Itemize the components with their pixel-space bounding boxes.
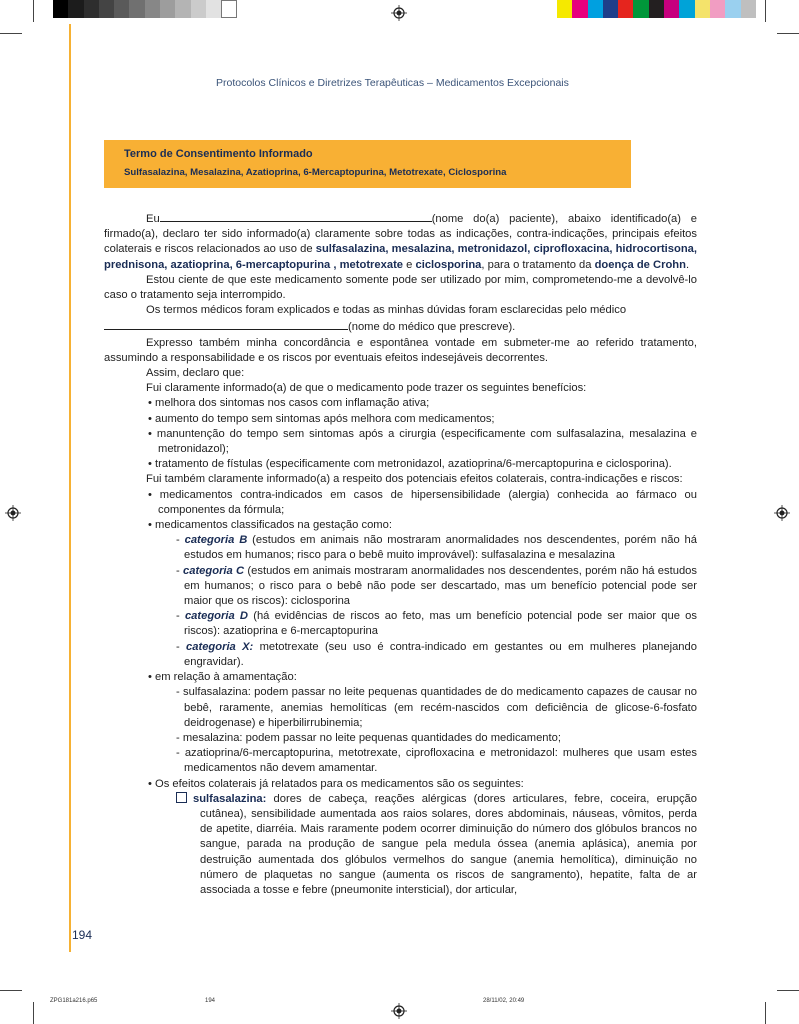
list-item: • melhora dos sintomas nos casos com inflamação ativa; bbox=[148, 397, 430, 410]
list-item: • manuntenção do tempo sem sintomas após a cirurgia (especificamente com sulfasalazina, mesalazina e metronidazol); bbox=[148, 427, 697, 456]
text: (estudos em animais não mostraram anormalidades nos descendentes, porém não há estudos em humanos; risco para o bebê muito improvável): sulfasalazina e mesalazina bbox=[184, 534, 697, 562]
crop-mark bbox=[765, 1002, 766, 1024]
list-item: • aumento do tempo sem sintomas após melhora com medicamentos; bbox=[148, 412, 495, 425]
section-banner bbox=[104, 140, 631, 188]
list-item: - mesalazina: podem passar no leite pequenas quantidades do medicamento; bbox=[176, 731, 561, 744]
category-label: categoria X: bbox=[186, 640, 254, 653]
text: (há evidências de riscos ao feto, mas um benefício potencial pode ser maior que os riscos): azatioprina e 6-mercaptopurina bbox=[184, 610, 697, 638]
banner-subtitle: Sulfasalazina, Mesalazina, Azatioprina, 6-Mercaptopurina, Metotrexate, Ciclosporina bbox=[124, 167, 507, 178]
text: (nome do(a) paciente), abaixo identificado(a) e firmado(a), declaro ter sido informado(a) claramente sobre todas as indicações, contra-indicações, principais efeitos colaterais e riscos relacionados ao uso de bbox=[104, 213, 697, 256]
list-item: - categoria D (há evidências de riscos ao feto, mas um benefício potencial pode ser maior que os riscos): azatioprina e 6-mercaptopurina bbox=[176, 610, 697, 638]
text: (estudos em animais mostraram anormalidades nos descendentes, porém não há estudos em humanos; o risco para o bebê não pode ser descartado, mas um benefício potencial pode ser maior que os riscos): ciclosporina bbox=[184, 564, 697, 608]
registration-mark-icon bbox=[5, 505, 21, 521]
paragraph-benefits: Fui claramente informado(a) de que o medicamento pode trazer os seguintes benefícios: bbox=[146, 382, 587, 395]
disease-name: doença de Crohn bbox=[594, 258, 686, 271]
paragraph-return: Estou ciente de que este medicamento somente pode ser utilizado por mim, comprometendo-me a devolvê-lo caso o tratamento seja interrompido. bbox=[104, 273, 697, 302]
list-item bbox=[104, 792, 697, 898]
consent-body bbox=[104, 210, 697, 898]
list-item: - sulfasalazina: podem passar no leite pequenas quantidades de do medicamento capazes de causar no bebê, raramente, anemias hemolíticas (em recém-nascidos com deficiência de glicose-6-fosfato deidrogenase) e hiperbilirrubinemia; bbox=[176, 686, 697, 729]
crop-mark bbox=[777, 990, 799, 991]
doctor-name-blank[interactable] bbox=[104, 318, 348, 330]
margin-rule bbox=[69, 24, 71, 952]
footer-page: 194 bbox=[205, 998, 216, 1004]
footer-file: ZPG181a216.p65 bbox=[50, 998, 98, 1004]
list-item: • Os efeitos colaterais já relatados para os medicamentos são os seguintes: bbox=[148, 777, 524, 790]
grayscale-calibration-bar bbox=[53, 0, 237, 18]
drug-label: sulfasalazina: bbox=[193, 792, 267, 805]
paragraph-agreement: Expresso também minha concordância e espontânea vontade em submeter-me ao referido tratamento, assumindo a responsabilidade e os riscos por eventuais efeitos indesejáveis decorrentes. bbox=[104, 336, 697, 364]
paragraph-identification bbox=[104, 210, 697, 273]
drug-name: ciclosporina bbox=[415, 258, 482, 271]
list-item: - azatioprina/6-mercaptopurina, metotrexate, ciprofloxacina e metronidazol: mulheres que usam estes medicamentos não devem amamentar. bbox=[176, 747, 697, 775]
color-calibration-bar bbox=[557, 0, 756, 18]
crop-mark bbox=[0, 990, 22, 991]
registration-mark-icon bbox=[774, 505, 790, 521]
list-item: • medicamentos classificados na gestação como: bbox=[148, 519, 392, 532]
list-item: • em relação à amamentação: bbox=[148, 671, 297, 684]
category-label: categoria D bbox=[184, 610, 248, 623]
category-label: categoria B bbox=[184, 534, 248, 547]
text: e bbox=[403, 258, 416, 271]
paragraph-explained bbox=[104, 303, 697, 318]
crop-mark bbox=[777, 33, 799, 34]
text: dores de cabeça, reações alérgicas (dores articulares, febre, coceira, erupção cutânea), sensibilidade aumentada aos raios solares, dores abdominais, náuseas, vômitos, perda de apetite, diarréia. Mais raramente podem ocorrer diminuição do número dos glóbulos brancos no sangue, parada na produção de sangue pela medula óssea (anemia aplásica), anemia por destruição aumentada dos glóbulos vermelhos do sangue (anemia hemolítica), diminuição no número de plaquetas no sangue (aumenta os riscos de sangramento), hepatite, falta de ar associada a tosse e febre (pneumonite intersticial), dor articular, bbox=[200, 792, 697, 896]
text: Eu bbox=[146, 213, 160, 225]
page-number: 194 bbox=[72, 928, 93, 942]
drug-list: sulfasalazina, mesalazina, metronidazol, ciprofloxacina, hidrocortisona, prednisona, azatioprina, 6-mercaptopurina , metotrexate bbox=[104, 243, 698, 271]
running-header-text: Protocolos Clínicos e Diretrizes Terapêuticas – Medicamentos Excepcionais bbox=[216, 77, 569, 89]
list-item: • tratamento de fístulas (especificamente com metronidazol, azatioprina/6-mercaptopurina e ciclosporina). bbox=[148, 458, 672, 471]
text: (nome do médico que prescreve). bbox=[348, 321, 516, 334]
list-item: - categoria X: metotrexate (seu uso é contra-indicado em gestantes ou em mulheres planejando engravidar). bbox=[176, 640, 697, 668]
list-item: • medicamentos contra-indicados em casos de hipersensibilidade (alergia) conhecida ao fármaco ou componentes da fórmula; bbox=[148, 488, 697, 516]
crop-mark bbox=[33, 0, 34, 22]
list-item: - categoria C (estudos em animais mostraram anormalidades nos descendentes, porém não há estudos em humanos; o risco para o bebê não pode ser descartado, mas um benefício potencial pode ser maior que os riscos): ciclosporina bbox=[176, 564, 697, 608]
list-item: - categoria B (estudos em animais não mostraram anormalidades nos descendentes, porém não há estudos em humanos; risco para o bebê muito improvável): sulfasalazina e mesalazina bbox=[176, 534, 697, 562]
paragraph-doctor bbox=[104, 318, 697, 335]
registration-mark-icon bbox=[391, 1003, 407, 1019]
category-label: categoria C bbox=[183, 564, 245, 577]
patient-name-blank[interactable] bbox=[160, 210, 432, 222]
registration-mark-icon bbox=[391, 5, 407, 21]
footer-datetime: 28/11/02, 20:49 bbox=[483, 998, 525, 1004]
text: metotrexate (seu uso é contra-indicado em gestantes ou em mulheres planejando engravidar). bbox=[184, 640, 697, 668]
crop-mark bbox=[0, 33, 22, 34]
checkbox-icon bbox=[176, 792, 187, 803]
paragraph-declare: Assim, declaro que: bbox=[146, 367, 245, 380]
crop-mark bbox=[765, 0, 766, 22]
paragraph-risks: Fui também claramente informado(a) a respeito dos potenciais efeitos colaterais, contra-indicações e riscos: bbox=[146, 473, 683, 486]
text: , para o tratamento da bbox=[481, 258, 595, 271]
text: . bbox=[685, 258, 690, 271]
crop-mark bbox=[33, 1002, 34, 1024]
text: Os termos médicos foram explicados e todas as minhas dúvidas foram esclarecidas pelo médico bbox=[146, 304, 627, 317]
banner-title: Termo de Consentimento Informado bbox=[124, 148, 313, 160]
